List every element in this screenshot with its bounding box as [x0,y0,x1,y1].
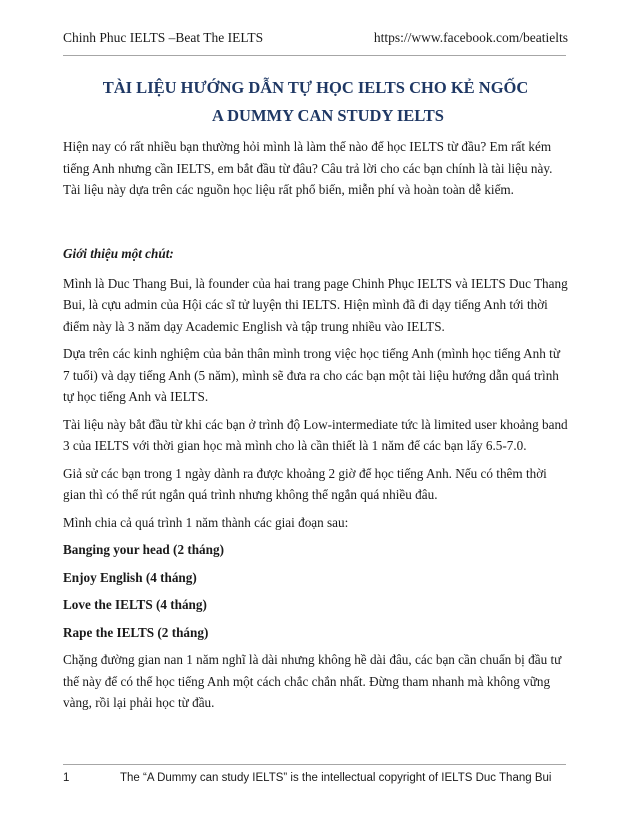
closing-paragraph: Chặng đường gian nan 1 năm nghĩ là dài nhưng không hề dài đâu, các bạn cần chuẩn bị đầu tư thế này để có thể học tiếng Anh một cách chắc chắn nhất. Đừng tham nhanh mà không vững vàng, rồi lại phải học từ đầu. [63,652,562,710]
stage-item: Love the IELTS (4 tháng) [63,597,207,612]
page-number: 1 [63,772,70,784]
paragraph-stages-intro: Mình chia cả quá trình 1 năm thành các giai đoạn sau: [63,514,349,530]
stage-item: Rape the IELTS (2 tháng) [63,624,209,640]
copyright-notice: The “A Dummy can study IELTS” is the intellectual copyright of IELTS Duc Thang Bui [120,772,552,784]
header-left-text: Chinh Phuc IELTS –Beat The IELTS [63,30,264,45]
stage-item: Enjoy English (4 tháng) [63,569,197,585]
page-footer [63,772,568,784]
intro-paragraph-block [63,136,568,201]
paragraph-level: Tài liệu này bắt đầu từ khi các bạn ở trình độ Low-intermediate tức là limited user khoảng band 3 của IELTS với thời gian học mà mình cho là cần thiết là 1 năm để các bạn lấy 6.5-7.0. [63,416,568,453]
header-facebook-url: https://www.facebook.com/beatielts [373,30,568,45]
main-content [63,243,568,714]
header-divider [63,55,566,56]
paragraph-study-time: Giả sử các bạn trong 1 ngày dành ra được khoảng 2 giờ để học tiếng Anh. Nếu có thêm thời gian thì có thể rút ngắn quá trình nhưng không thể ngắn quá nhiều đâu. [63,465,547,502]
page-header [63,30,568,50]
footer-divider [63,764,566,765]
paragraph-about-author: Mình là Duc Thang Bui, là founder của hai trang page Chinh Phục IELTS và IELTS Duc Thang Bui, là cựu admin của Hội các sĩ tử luyện thi IELTS. Hiện mình đã đi dạy tiếng Anh tới thời điểm này là 3 năm dạy Academic English và tập trung nhiều vào IELTS. [63,275,568,334]
intro-paragraph: Hiện nay có rất nhiều bạn thường hỏi mình là làm thế nào để học IELTS từ đầu? Em rất kém tiếng Anh nhưng cần IELTS, em bắt đầu từ đâu? Câu trả lời cho các bạn chính là tài liệu này. Tài liệu này dựa trên các nguồn học liệu rất phổ biến, miễn phí và hoàn toàn dễ kiếm. [63,139,553,197]
document-title-english: A DUMMY CAN STUDY IELTS [212,106,444,125]
stage-item: Banging your head (2 tháng) [63,542,224,557]
document-title-vietnamese: TÀI LIỆU HƯỚNG DẪN TỰ HỌC IELTS CHO KẺ NGỐC [102,78,529,97]
paragraph-experience: Dựa trên các kinh nghiệm của bản thân mình trong việc học tiếng Anh (mình học tiếng Anh từ 7 tuổi) và dạy tiếng Anh (5 năm), mình sẽ đưa ra cho các bạn một tài liệu hướng dẫn quá trình tự học tiếng Anh và IELTS. [63,346,560,404]
section-heading: Giới thiệu một chút: [63,246,174,261]
